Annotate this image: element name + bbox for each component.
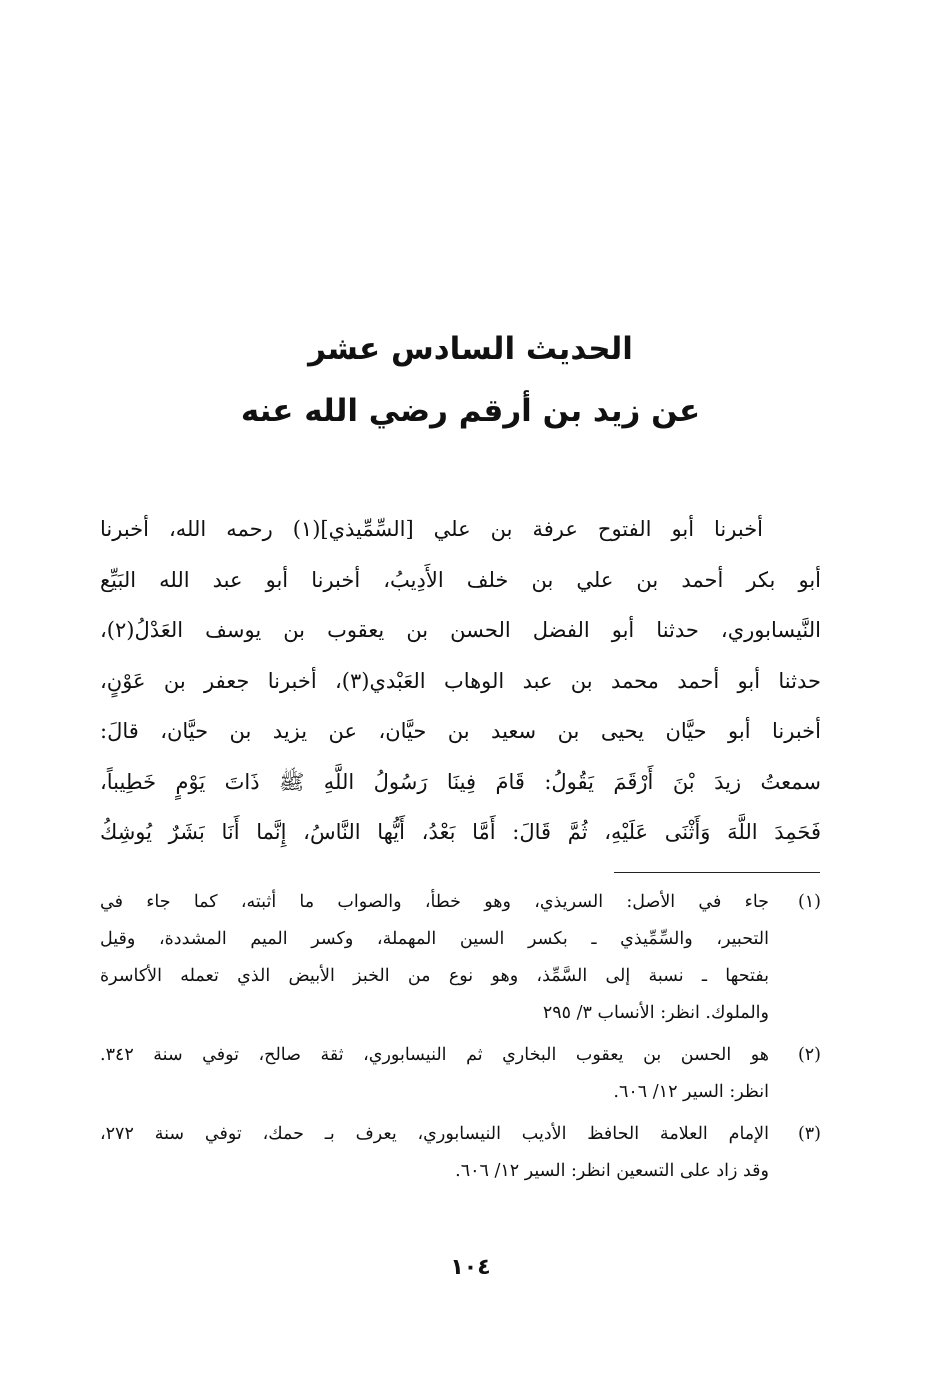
footnote-number: (١) <box>797 892 821 912</box>
body-line: أبو بكر أحمد بن علي بن خلف الأَدِيبُ، أخبرنا أبو عبد الله البَيِّع <box>100 567 821 592</box>
footnote-line: بفتحها ـ نسبة إلى السَّمِّذ، وهو نوع من الخبز الأبيض الذي تعمله الأكاسرة <box>100 966 769 986</box>
footnote-line: هو الحسن بن يعقوب البخاري ثم النيسابوري، ثقة صالح، توفي سنة ٣٤٢. <box>100 1045 769 1065</box>
chapter-heading <box>0 318 941 442</box>
heading-line-2: عن زيد بن أرقم رضي الله عنه <box>240 393 701 429</box>
footnote-2 <box>100 1037 821 1111</box>
body-line: حدثنا أبو أحمد محمد بن عبد الوهاب العَبْدي(٣)، أخبرنا جعفر بن عَوْنٍ، <box>100 668 821 693</box>
footnote-line: وقد زاد على التسعين انظر: السير ١٢/ ٦٠٦. <box>455 1161 769 1181</box>
footnote-3 <box>100 1116 821 1190</box>
footnote-line: الإمام العلامة الحافظ الأديب النيسابوري، يعرف بـ حمك، توفي سنة ٢٧٢، <box>100 1124 769 1144</box>
footnote-line: انظر: السير ١٢/ ٦٠٦. <box>613 1082 769 1102</box>
heading-line-1: الحديث السادس عشر <box>308 331 633 367</box>
footnote-separator <box>614 872 820 873</box>
body-line: أخبرنا أبو حيَّان يحيى بن سعيد بن حيَّان، عن يزيد بن حيَّان، قالَ: <box>100 719 821 743</box>
body-line: النَّيسابوري، حدثنا أبو الفضل الحسن بن يعقوب بن يوسف العَدْلُ(٢)، <box>100 618 821 642</box>
footnote-1 <box>100 884 821 1032</box>
body-line: سمعتُ زيدَ بْنَ أَرْقَمَ يَقُولُ: قَامَ فِينَا رَسُولُ اللَّهِ ﷺ ذَاتَ يَوْمٍ خَطِيباً، <box>100 769 821 794</box>
page-number: ١٠٤ <box>450 1255 491 1280</box>
hadith-text <box>100 504 821 858</box>
footnote-line: جاء في الأصل: السريذي، وهو خطأ، والصواب ما أثبته، كما جاء في <box>100 892 769 912</box>
body-line: فَحَمِدَ اللَّهَ وَأَثْنَى عَلَيْهِ، ثُمَّ قَالَ: أَمَّا بَعْدُ، أَيُّها النَّاسُ، إِنَّما أَنَا بَشَرٌ يُوشِكُ <box>100 820 821 844</box>
body-line: أخبرنا أبو الفتوح عرفة بن علي [السِّمِّيذي](١) رحمه الله، أخبرنا <box>100 517 764 541</box>
footnote-number: (٢) <box>797 1045 821 1065</box>
footnote-line: التحبير، والسِّمِّيذي ـ بكسر السين المهملة، وكسر الميم المشددة، وقيل <box>100 929 769 949</box>
footnote-number: (٣) <box>797 1124 821 1144</box>
footnote-line: والملوك. انظر: الأنساب ٣/ ٢٩٥ <box>542 1003 769 1023</box>
footnotes <box>100 884 821 1195</box>
